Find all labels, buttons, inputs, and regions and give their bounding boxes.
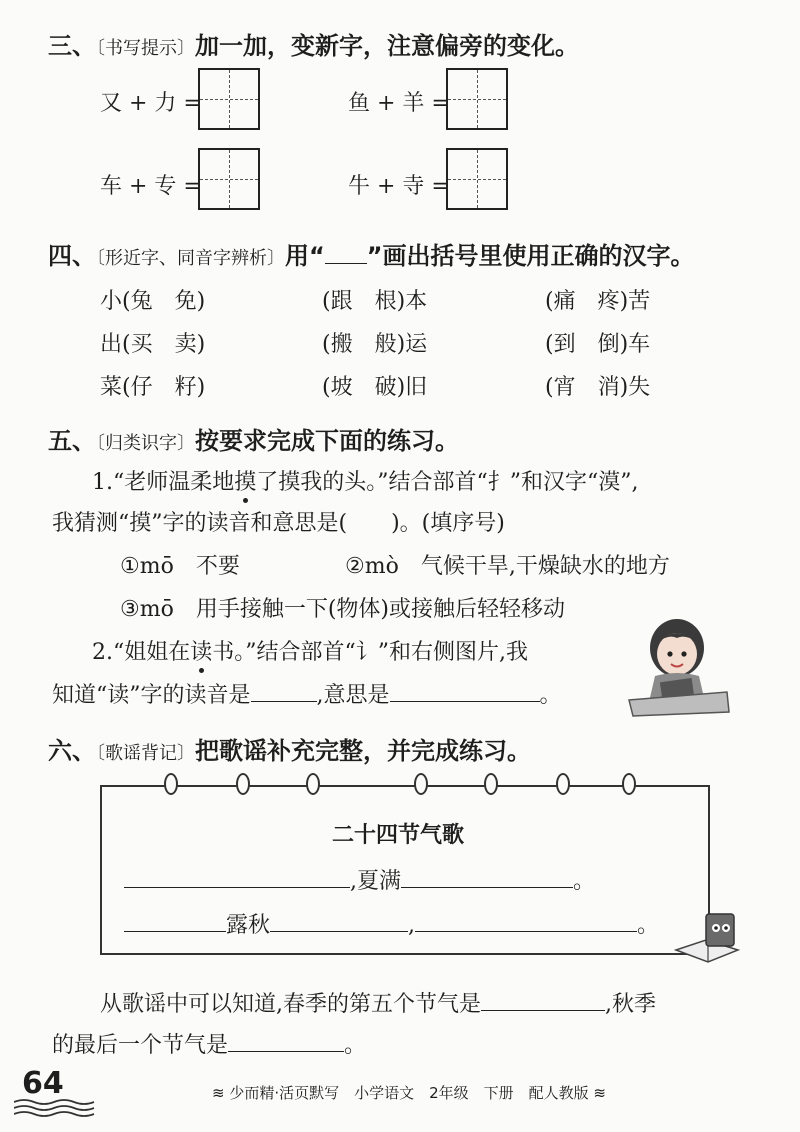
option-2: ②mò 气候干旱,干燥缺水的地方 bbox=[345, 554, 670, 579]
pronunciation-blank[interactable] bbox=[251, 679, 317, 702]
scroll-ring bbox=[414, 773, 428, 795]
question-2-line-2: 知道“读”字的读音是 ,意思是 。 bbox=[52, 678, 562, 709]
choice-2-2[interactable]: (搬 般)运 bbox=[322, 332, 428, 357]
footer-text: ≋ 少而精·活页默写 小学语文 2年级 下册 配人教版 ≋ bbox=[212, 1084, 606, 1102]
choice-2-1[interactable]: 出(买 卖) bbox=[100, 332, 206, 357]
section-3-heading: 三、〔书写提示〕加一加，变新字，注意偏旁的变化。 bbox=[48, 32, 579, 60]
question-line-2: 的最后一个节气是 。 bbox=[52, 1028, 366, 1059]
scroll-ring bbox=[556, 773, 570, 795]
song-line-1: ,夏满 。 bbox=[124, 864, 595, 895]
choice-3-1[interactable]: 菜(仔 籽) bbox=[100, 375, 206, 400]
song-blank-3[interactable] bbox=[124, 909, 226, 932]
scroll-ring bbox=[164, 773, 178, 795]
choice-1-2[interactable]: (跟 根)本 bbox=[322, 289, 428, 314]
writing-grid-4[interactable] bbox=[446, 148, 508, 210]
option-3: ③mō 用手接触一下(物体)或接触后轻轻移动 bbox=[120, 597, 565, 622]
scroll-ring bbox=[306, 773, 320, 795]
girl-reading-image bbox=[625, 612, 735, 724]
section-5-heading: 五、〔归类识字〕按要求完成下面的练习。 bbox=[48, 427, 459, 455]
section-6-heading: 六、〔歌谣背记〕把歌谣补充完整，并完成练习。 bbox=[48, 737, 531, 765]
choice-1-1[interactable]: 小(兔 免) bbox=[100, 289, 206, 314]
song-blank-5[interactable] bbox=[415, 909, 637, 932]
question-2-line-1: 2.“姐姐在读书。”结合部首“讠”和右侧图片,我 bbox=[92, 640, 529, 665]
equation-1: 又 + 力 = bbox=[100, 91, 202, 116]
song-line-2: 露秋 , 。 bbox=[124, 908, 659, 939]
underline-sample bbox=[325, 241, 367, 264]
section-4-heading: 四、〔形近字、同音字辨析〕用“ ”画出括号里使用正确的汉字。 bbox=[48, 242, 695, 270]
equation-3: 车 + 专 = bbox=[100, 174, 202, 199]
option-1: ①mō 不要 bbox=[120, 554, 240, 579]
choice-3-2[interactable]: (坡 破)旧 bbox=[322, 375, 428, 400]
scroll-ring bbox=[484, 773, 498, 795]
song-title: 二十四节气歌 bbox=[332, 823, 465, 848]
song-blank-4[interactable] bbox=[270, 909, 408, 932]
writing-grid-2[interactable] bbox=[446, 68, 508, 130]
song-blank-2[interactable] bbox=[401, 865, 573, 888]
choice-1-3[interactable]: (痛 疼)苦 bbox=[545, 289, 651, 314]
equation-2: 鱼 + 羊 = bbox=[348, 91, 450, 116]
question-1-line-1: 1.“老师温柔地摸了摸我的头。”结合部首“扌”和汉字“漠”, bbox=[92, 470, 639, 495]
question-line-1: 从歌谣中可以知道,春季的第五个节气是 ,秋季 bbox=[100, 987, 656, 1018]
equation-4: 牛 + 寺 = bbox=[348, 174, 450, 199]
writing-grid-3[interactable] bbox=[198, 148, 260, 210]
scroll-ring bbox=[622, 773, 636, 795]
spring-term-blank[interactable] bbox=[481, 988, 605, 1011]
song-blank-1[interactable] bbox=[124, 865, 350, 888]
page-number: 64 bbox=[22, 1066, 64, 1101]
autumn-term-blank[interactable] bbox=[228, 1029, 344, 1052]
page-wave-icon bbox=[14, 1098, 96, 1118]
meaning-blank[interactable] bbox=[390, 679, 540, 702]
choice-2-3[interactable]: (到 倒)车 bbox=[545, 332, 651, 357]
book-image bbox=[672, 910, 744, 968]
writing-grid-1[interactable] bbox=[198, 68, 260, 130]
question-1-line-2[interactable]: 我猜测“摸”字的读音和意思是( )。(填序号) bbox=[52, 511, 505, 536]
scroll-ring bbox=[236, 773, 250, 795]
choice-3-3[interactable]: (宵 消)失 bbox=[545, 375, 651, 400]
